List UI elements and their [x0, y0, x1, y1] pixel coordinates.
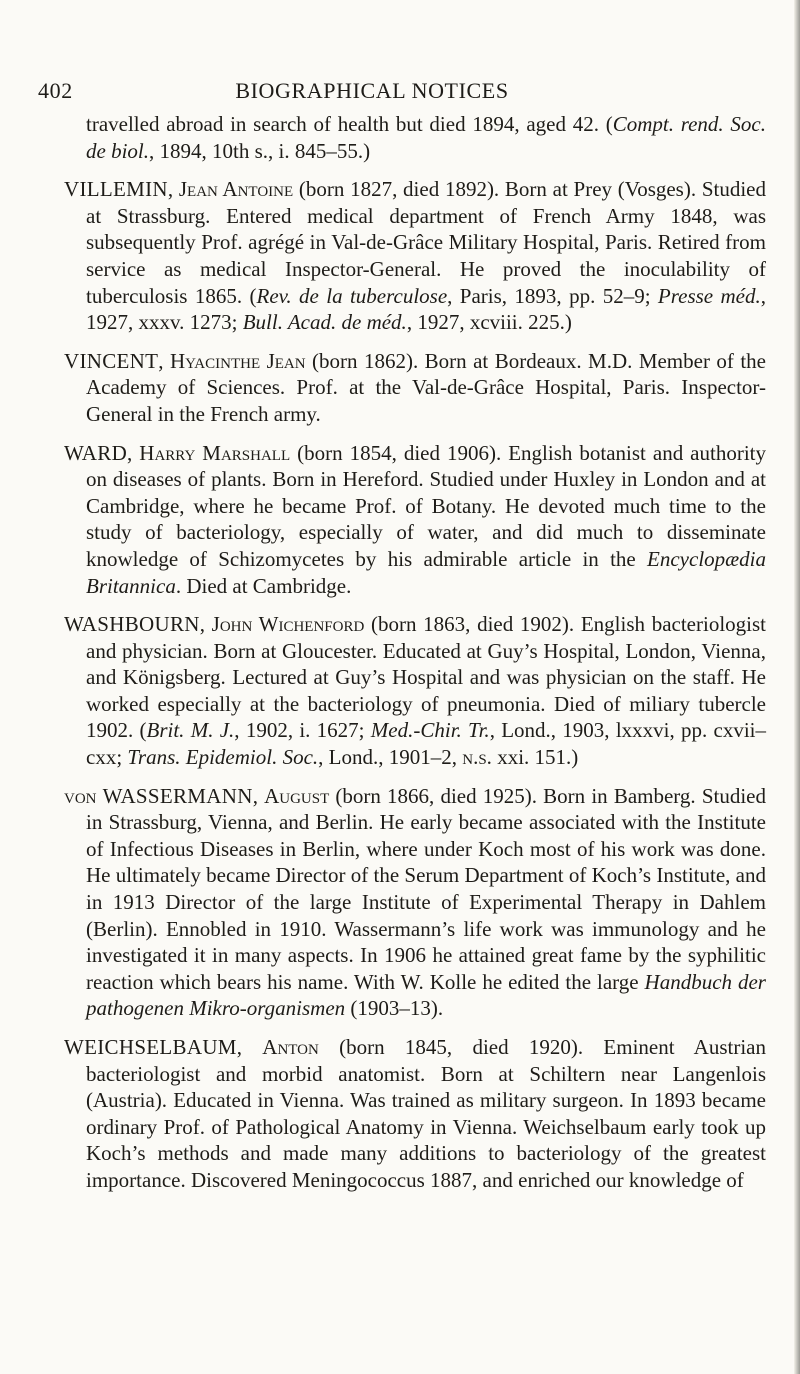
entry-weichselbaum: WEICHSELBAUM, Anton (born 1845, died 1920). Eminent Austrian bacteriologist and morbid anatomist. Born at Schiltern near Langenlois (Austria). Educated in Vienna. Was trained as military surgeon. In 1893 became ordinary Prof. of Pathological Anatomy in Vienna. Weichselbaum early took up Koch’s methods and made many additions to bacteriology of the greatest importance. Discovered Meningococcus 1887, and enriched our knowledge of: [64, 1035, 766, 1192]
entry-wassermann: von WASSERMANN, August (born 1866, died 1925). Born in Bamberg. Studied in Strassburg, Vienna, and Berlin. He early became associated with the Institute of Infectious Diseases in Berlin, where under Koch most of his work was done. He ultimately became Director of the Serum Department of Koch’s Institute, and in 1913 Director of the large Institute of Experimental Therapy in Dahlem (Berlin). Ennobled in 1910. Wassermann’s life work was immunology and he investigated it in many aspects. In 1906 he attained great fame by the syphilitic reaction which bears his name. With W. Kolle he edited the large Handbuch der pathogenen Mikro-organismen (1903–13).: [64, 783, 766, 1021]
page-number: 402: [38, 78, 73, 103]
page-body: [64, 111, 766, 1206]
entry-continued: travelled abroad in search of health but died 1894, aged 42. (Compt. rend. Soc. de biol., 1894, 10th s., i. 845–55.): [86, 112, 767, 163]
entry-washbourn: WASHBOURN, John Wichenford (born 1863, died 1902). English bacteriologist and physician. Born at Gloucester. Educated at Guy’s Hospital, London, Vienna, and Königsberg. Lectured at Guy’s Hospital and was physician on the staff. He worked especially at the bacteriology of pneumonia. Died of miliary tubercle 1902. (Brit. M. J., 1902, i. 1627; Med.-Chir. Tr., Lond., 1903, lxxxvi, pp. cxvii–cxx; Trans. Epidemiol. Soc., Lond., 1901–2, n.s. xxi. 151.): [64, 612, 767, 770]
entry-vincent: VINCENT, Hyacinthe Jean (born 1862). Born at Bordeaux. M.D. Member of the Academy of Sciences. Prof. at the Val-de-Grâce Hospital, Paris. Inspector-General in the French army.: [64, 348, 766, 426]
entry-villemin: VILLEMIN, Jean Antoine (born 1827, died 1892). Born at Prey (Vosges). Studied at Strassburg. Entered medical department of French Army 1848, was subsequently Prof. agrégé in Val-de-Grâce Military Hospital, Paris. Retired from service as medical Inspector-General. He proved the inoculability of tuberculosis 1865. (Rev. de la tuberculose, Paris, 1893, pp. 52–9; Presse méd., 1927, xxxv. 1273; Bull. Acad. de méd., 1927, xcviii. 225.): [64, 177, 766, 335]
running-title: BIOGRAPHICAL NOTICES: [235, 78, 509, 103]
page-edge-shadow: [794, 0, 800, 1374]
entry-ward: WARD, Harry Marshall (born 1854, died 1906). English botanist and authority on diseases of plants. Born in Hereford. Studied under Huxley in London and at Cambridge, where he became Prof. of Botany. He devoted much time to the study of bacteriology, especially of water, and did much to disseminate knowledge of Schizomycetes by his admirable article in the Encyclopædia Britannica. Died at Cambridge.: [64, 440, 767, 598]
